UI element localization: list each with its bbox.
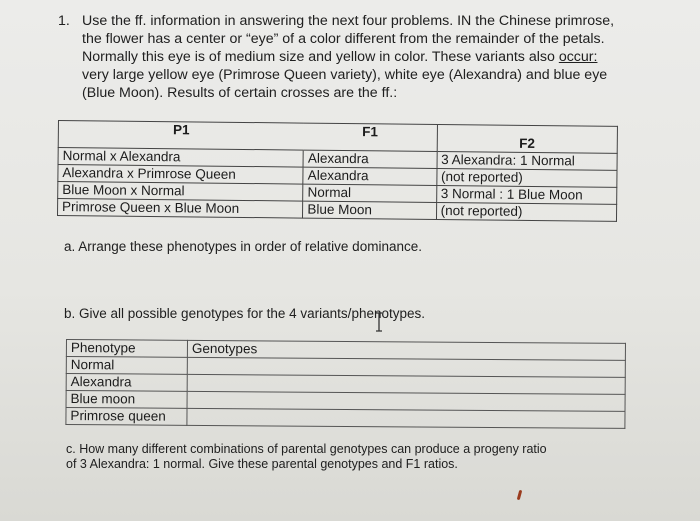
question-b-prefix: b. Give all possible genotypes for the 4 variants (64, 306, 348, 321)
cell-f1: Normal (303, 184, 436, 202)
question-a: a. Arrange these phenotypes in order of relative dominance. (64, 239, 422, 254)
phenotype-cell: Primrose queen (66, 408, 187, 426)
cross-results-table (57, 120, 618, 222)
question-1-line-3 (82, 48, 678, 66)
cell-p1: Primrose Queen x Blue Moon (57, 199, 302, 219)
ink-mark (517, 490, 522, 500)
cell-f1: Alexandra (303, 167, 436, 185)
question-1-line-3-text: Normally this eye is of medium size and yellow in color. These variants also (82, 49, 555, 65)
cell-f1: Blue Moon (303, 201, 436, 219)
header-p1: P1 (58, 121, 304, 151)
genotype-table (65, 339, 626, 429)
cell-f2: 3 Normal : 1 Blue Moon (436, 185, 617, 204)
question-1-line-1: Use the ff. information in answering the next four problems. IN the Chinese primrose, (82, 13, 615, 29)
table-row (66, 408, 625, 429)
cell-f2: 3 Alexandra: 1 Normal (437, 151, 618, 170)
underlined-word: occur: (558, 49, 598, 65)
header-genotypes: Genotypes (187, 340, 625, 360)
cell-f1: Alexandra (303, 150, 436, 168)
header-phenotype: Phenotype (66, 340, 187, 358)
question-1-line-5: (Blue Moon). Results of certain crosses are the ff.: (82, 85, 398, 101)
text-cursor-icon (374, 312, 384, 332)
question-b-suffix: phenotypes. (351, 306, 425, 321)
header-f1: F1 (303, 123, 437, 151)
question-c-line-1: c. How many different combinations of parental genotypes can produce a progeny ratio (66, 442, 547, 456)
question-c-line-2: of 3 Alexandra: 1 normal. Give these parental genotypes and F1 ratios. (66, 457, 458, 471)
cell-p1: Alexandra x Primrose Queen (58, 165, 303, 185)
cell-f2: (not reported) (436, 202, 617, 221)
cell-p1: Blue Moon x Normal (58, 182, 303, 202)
question-b (64, 306, 425, 321)
question-1 (58, 12, 678, 102)
question-1-line-2: the flower has a center or “eye” of a color different from the remainder of the petals. (82, 31, 605, 47)
question-c (66, 442, 666, 472)
genotype-cell (187, 408, 625, 428)
cell-f2: (not reported) (436, 168, 617, 187)
header-f2: F2 (437, 124, 618, 153)
question-1-line-4: very large yellow eye (Primrose Queen variety), white eye (Alexandra) and blue eye (82, 67, 608, 83)
question-number: 1. (58, 13, 70, 29)
question-b-slash: / (347, 306, 352, 321)
phenotype-cell: Normal (66, 357, 187, 375)
phenotype-cell: Alexandra (66, 374, 187, 392)
cell-p1: Normal x Alexandra (58, 148, 303, 168)
phenotype-cell: Blue moon (66, 391, 187, 409)
